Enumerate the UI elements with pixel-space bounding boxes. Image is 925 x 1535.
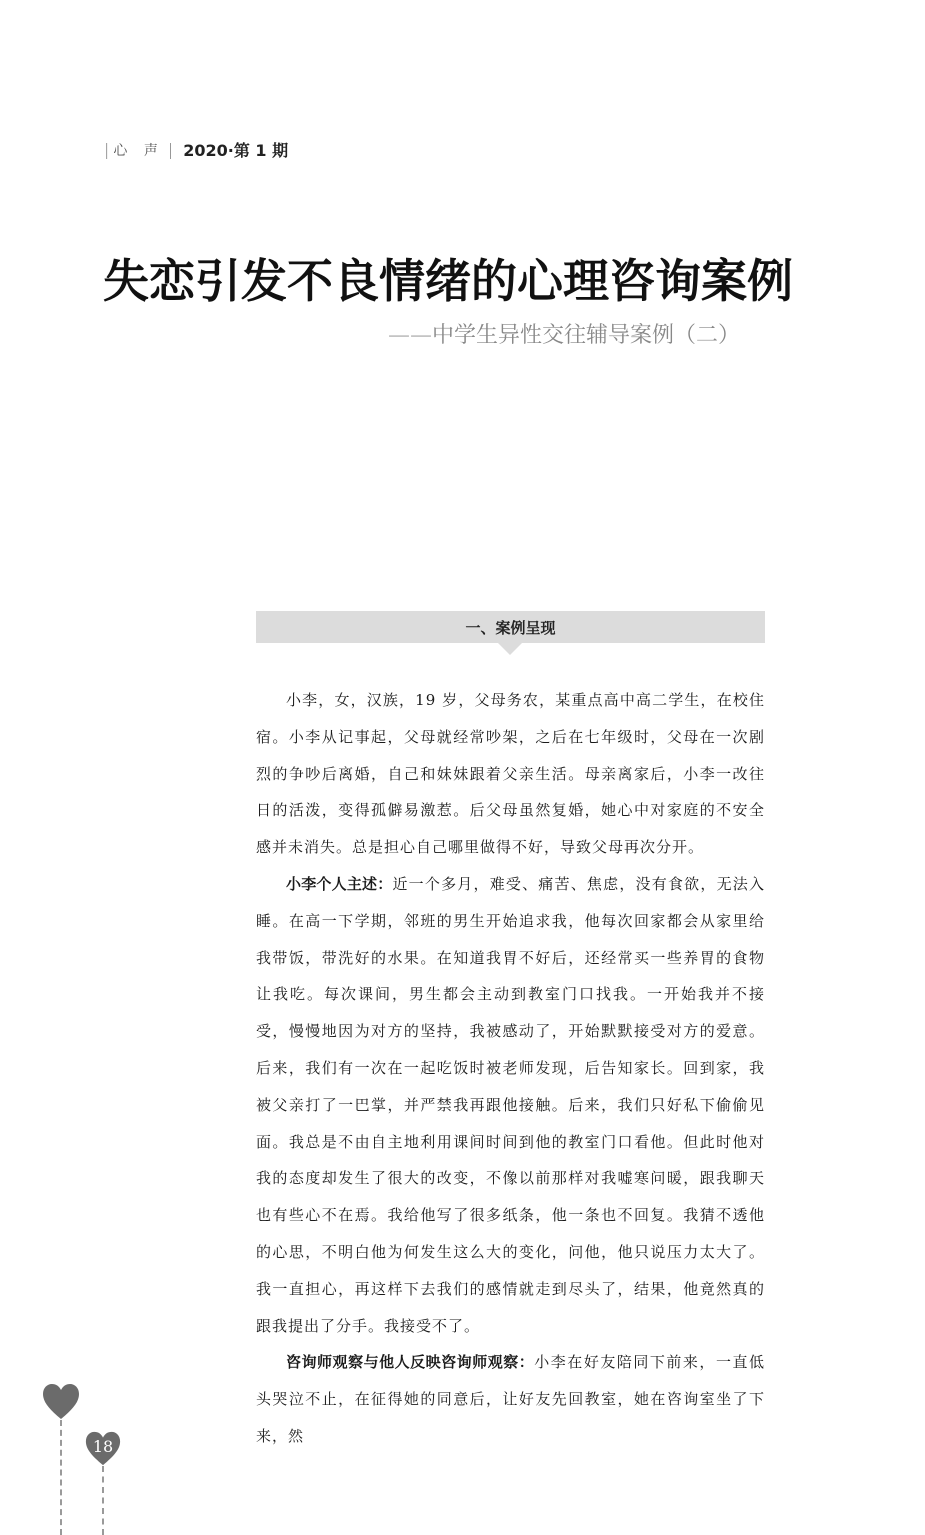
issue-label: 2020·第 1 期: [183, 141, 289, 160]
dashed-line: [102, 1466, 104, 1535]
section-heading: 一、案例呈现: [256, 611, 765, 643]
heart-icon: [41, 1382, 81, 1422]
article-subtitle: ——中学生异性交往辅导案例（二）: [388, 323, 741, 348]
paragraph-self-report: [256, 866, 765, 1344]
paragraph-observation: [256, 1344, 765, 1454]
separator-bar: |: [167, 140, 174, 159]
paragraph-text: 近一个多月，难受、痛苦、焦虑，没有食欲，无法入睡。在高一下学期，邻班的男生开始追求我，他每次回家都会从家里给我带饭，带洗好的水果。在知道我胃不好后，还经常买一些养胃的食物让我吃。每次课间，男生都会主动到教室门口找我。一开始我并不接受，慢慢地因为对方的坚持，我被感动了，开始默默接受对方的爱意。后来，我们有一次在一起吃饭时被老师发现，后告知家长。回到家，我被父亲打了一巴掌，并严禁我再跟他接触。后来，我们只好私下偷偷见面。我总是不由自主地利用课间时间到他的教室门口看他。但此时他对我的态度却发生了很大的改变，不像以前那样对我嘘寒问暖，跟我聊天也有些心不在焉。我给他写了很多纸条，他一条也不回复。我猜不透他的心思，不明白他为何发生这么大的变化，问他，他只说压力太大了。我一直担心，再这样下去我们的感情就走到尽头了，结果，他竟然真的跟我提出了分手。我接受不了。: [256, 874, 765, 1335]
running-head: [100, 138, 288, 161]
section-pointer-icon: [498, 643, 522, 655]
paragraph-background: 小李，女，汉族，19 岁，父母务农，某重点高中高二学生，在校住宿。小李从记事起，父母就经常吵架，之后在七年级时，父母在一次剧烈的争吵后离婚，自己和妹妹跟着父亲生活。母亲离家后，小李一改往日的活泼，变得孤僻易激惹。后父母虽然复婚，她心中对家庭的不安全感并未消失。总是担心自己哪里做得不好，导致父母再次分开。: [256, 691, 765, 857]
dashed-line: [60, 1420, 62, 1535]
article-title: 失恋引发不良情绪的心理咨询案例: [103, 254, 793, 308]
paragraph-lead: 咨询师观察与他人反映咨询师观察：: [286, 1353, 535, 1372]
page-number: 18: [92, 1437, 114, 1456]
paragraph-text: 小李在好友陪同下前来，一直低头哭泣不止，在征得她的同意后，让好友先回教室，她在咨询室坐了下来，然: [256, 1353, 765, 1445]
column-name: 心 声: [113, 142, 164, 159]
paragraph-lead: 小李个人主述：: [286, 874, 393, 893]
article-body: [256, 682, 765, 1455]
separator-bar: |: [104, 140, 110, 159]
